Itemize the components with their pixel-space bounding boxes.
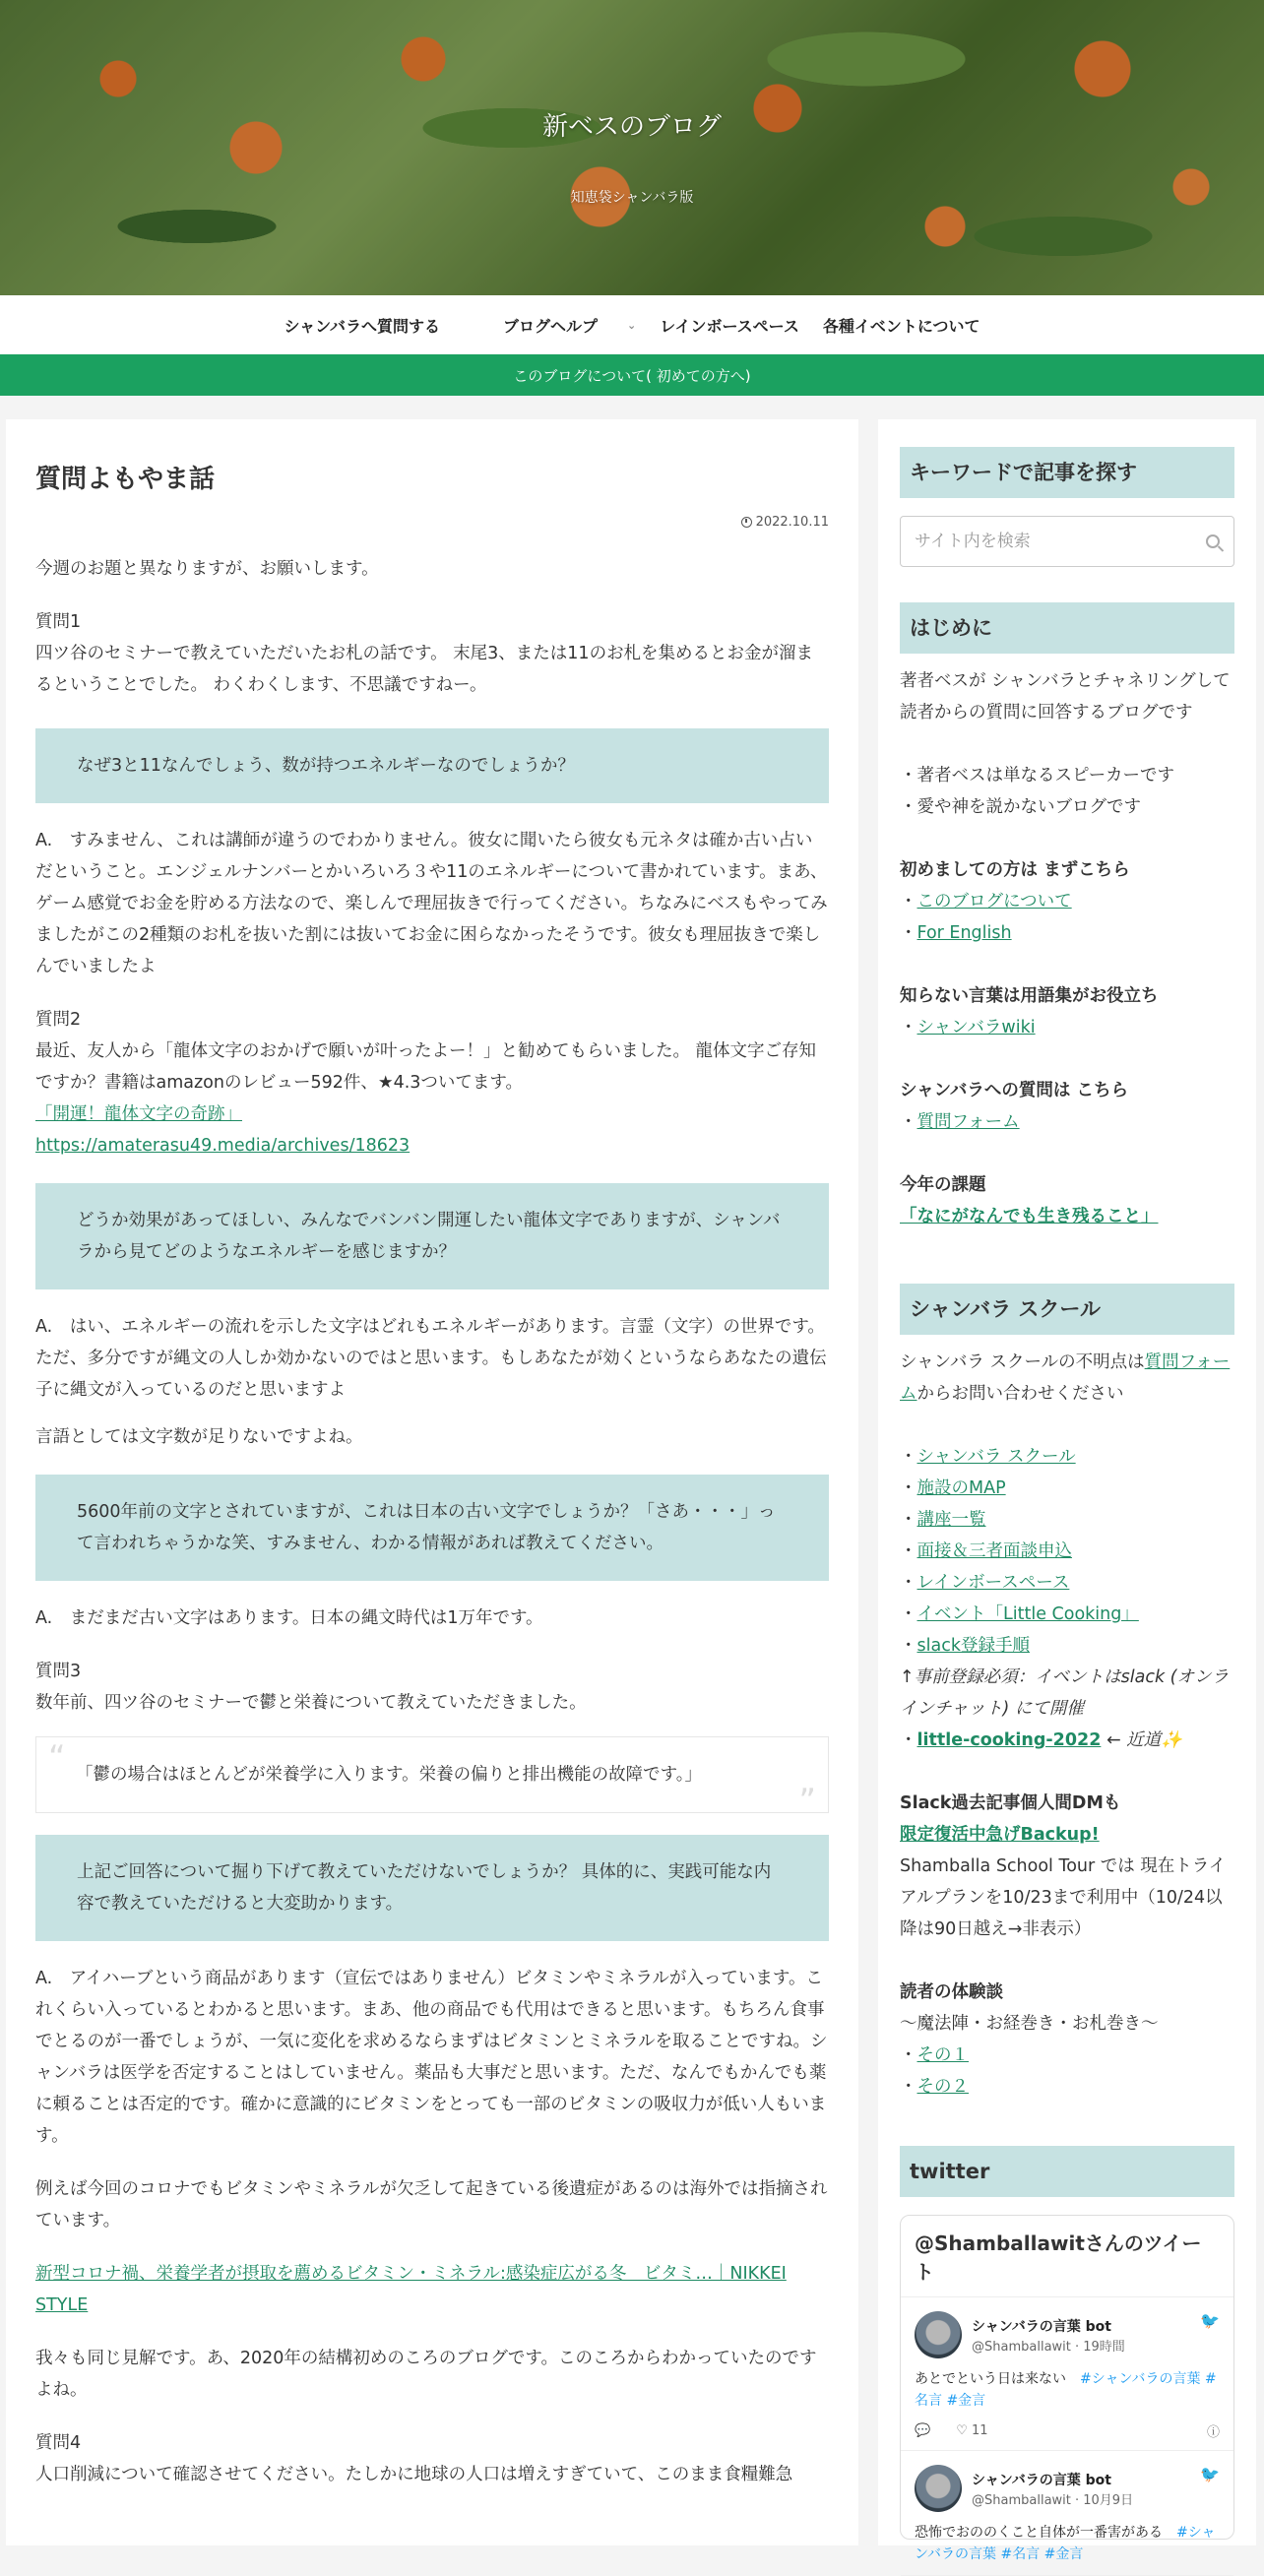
school-link-3[interactable]: 講座一覧 <box>916 1510 986 1530</box>
tweet[interactable] <box>901 2297 1233 2451</box>
school-link-5[interactable]: レインボースペース <box>916 1573 1070 1593</box>
nav-item-rainbow-space[interactable]: レインボースペース <box>660 316 799 336</box>
q4-label: 質問4 <box>35 2433 82 2453</box>
glossary-title: 知らない言葉は用語集がお役立ち <box>900 986 1159 1006</box>
q1-text: 四ツ谷のセミナーで教えていただいたお札の話です。 末尾3、または11のお札を集めるとお金が溜まるということでした。 わくわくします、不思議ですねー。 <box>35 644 814 695</box>
question-form-link[interactable]: 質問フォーム <box>916 1112 1020 1132</box>
tweet[interactable] <box>901 2451 1233 2576</box>
school-link-4[interactable]: 面接＆三者面談申込 <box>916 1541 1072 1561</box>
slack-backup-link[interactable]: 限定復活中急げBackup! <box>900 1825 1100 1845</box>
post-title: 質問よもやま話 <box>35 465 216 494</box>
for-english-link[interactable]: For English <box>916 923 1012 943</box>
twitter-bird-icon[interactable]: 🐦 <box>1200 2465 1220 2483</box>
search-box[interactable] <box>900 516 1234 567</box>
clock-icon <box>741 517 752 528</box>
task-title: 今年の課題 <box>900 1175 986 1195</box>
nav-item-ask[interactable]: シャンバラへ質問する <box>284 316 441 336</box>
post-intro: 今週のお題と異なりますが、お願いします。 <box>35 559 379 579</box>
info-icon[interactable]: ⓘ <box>1206 2425 1220 2440</box>
article <box>6 419 858 2545</box>
twitter-embed <box>900 2215 1234 2562</box>
experience-sub: 〜魔法陣・お経巻き・お札巻き〜 <box>900 2014 1159 2034</box>
site-title[interactable]: 新ベスのブログ <box>541 112 722 142</box>
notice-bar[interactable]: このブログについて( 初めての方へ) <box>0 354 1264 396</box>
a2c-text: A. まだまだ古い文字はあります。日本の縄文時代は1万年です。 <box>35 1608 543 1628</box>
search-widget-head: キーワードで記事を探す <box>900 447 1234 498</box>
nav-item-blog-help[interactable]: ブログヘルプ ⌄ <box>503 316 637 336</box>
twitter-bird-icon[interactable]: 🐦 <box>1200 2311 1220 2330</box>
intro-bullet-2: ・愛や神を説かないブログです <box>900 797 1141 817</box>
chevron-down-icon: ⌄ <box>627 318 637 332</box>
close-quote-icon: ” <box>798 1782 816 1821</box>
school-link-2[interactable]: 施設のMAP <box>916 1478 1006 1498</box>
first-visit-title: 初めましての方は まずこちら <box>900 860 1130 880</box>
tweet-handle: @Shamballawit · 10月9日 <box>972 2492 1134 2508</box>
little-cooking-link[interactable]: little-cooking-2022 <box>916 1730 1102 1750</box>
slack-title: Slack過去記事個人間DMも <box>900 1793 1121 1813</box>
twitter-widget-head: twitter <box>900 2146 1234 2197</box>
school-text: シャンバラ スクールの不明点は質問フォームからお問い合わせください <box>900 1352 1231 1404</box>
tweet-handle: @Shamballawit · 19時間 <box>972 2339 1125 2355</box>
reply-icon[interactable]: 💬 <box>915 2423 931 2438</box>
school-link-1[interactable]: シャンバラ スクール <box>916 1447 1076 1467</box>
open-quote-icon: “ <box>48 1738 66 1778</box>
a2b-text: 言語としては文字数が足りないですよね。 <box>35 1427 363 1447</box>
q4-text: 人口削減について確認させてください。たしかに地球の人口は増えすぎていて、このまま食糧難急 <box>35 2465 793 2484</box>
a3-text: A. アイハーブという商品があります（宣伝ではありません）ビタミンやミネラルが入っています。これくらい入っているとわかると思います。まあ、他の商品でも代用はできると思います。もちろん食事でとるのが一番でしょうが、一気に変化を求めるならまずはビタミンとミネラルを取ることですね。シャンバラは医学を否定することはしていません。薬品も大事だと思います。ただ、なんでもかんでも薬に頼ることは否定的です。確かに意識的にビタミンをとっても一部のビタミンの吸収力が低い人もいます。 <box>35 1969 828 2146</box>
intro-text: 著者ベスが シャンバラとチャネリングして 読者からの質問に回答するブログです <box>900 671 1231 723</box>
experience-link-1[interactable]: その１ <box>916 2045 969 2065</box>
avatar[interactable] <box>915 2311 962 2358</box>
twitter-embed-title[interactable]: @Shamballawitさんのツイート <box>901 2216 1233 2297</box>
q2-question-box-2: 5600年前の文字とされていますが、これは日本の古い文字でしょうか？「さあ・・・」って言われちゃうかな笑、すみません、わかる情報があれば教えてください。 <box>35 1475 829 1581</box>
tweet-text: 恐怖でおののくこと自体が一番害がある #シャンバラの言葉 #名言 #金言 <box>915 2525 1216 2562</box>
tweet-author[interactable]: シャンバラの言葉 bot <box>972 2472 1111 2488</box>
task-link[interactable]: 「なにがなんでも生き残ること」 <box>900 1207 1159 1226</box>
search-icon[interactable] <box>1206 534 1220 548</box>
q3-blockquote: “ 「鬱の場合はほとんどが栄養学に入ります。栄養の偏りと排出機能の故障です。」 ” <box>35 1736 829 1813</box>
post-date: 2022.10.11 <box>35 515 829 530</box>
q1-label: 質問1 <box>35 612 82 632</box>
a1-text: A. すみません、これは講師が違うのでわかりません。彼女に聞いたら彼女も元ネタは確か古い占いだということ。エンジェルナンバーとかいろいろ３や11のエネルギーについて書かれています。まあ、ゲーム感覚でお金を貯める方法なので、楽しんで理屈抜きで行ってください。ちなみにベスもやってみましたがこの2種類のお札を抜いた割には抜いてお金に困らなかったそうです。彼女も理屈抜きで楽しんでいましたよ <box>35 831 828 976</box>
about-blog-link[interactable]: このブログについて <box>916 892 1072 911</box>
school-question-form-link[interactable]: 質問フォーム <box>900 1352 1231 1404</box>
q3-label: 質問3 <box>35 1662 82 1681</box>
a2-text: A. はい、エネルギーの流れを示した文字はどれもエネルギーがあります。言霊（文字）の世界です。ただ、多分ですが縄文の人しか効かないのではと思います。もしあなたが効くというならあなたの遺伝子に縄文が入っているのだと思いますよ <box>35 1317 827 1400</box>
a3c-text: 我々も同じ見解です。あ、2020年の結構初めのころのブログです。このころからわかっていたのですよね。 <box>35 2349 817 2400</box>
q2-book-link[interactable]: 「開運！龍体文字の奇跡」 <box>35 1104 242 1124</box>
q2-question-box: どうか効果があってほしい、みんなでバンバン開運したい龍体文字でありますが、シャンバラから見てどのようなエネルギーを感じますか？ <box>35 1183 829 1289</box>
header-banner <box>0 0 1264 295</box>
tweet-author[interactable]: シャンバラの言葉 bot <box>972 2318 1111 2335</box>
main-nav <box>0 295 1264 354</box>
site-tagline: 知恵袋シャンバラ版 <box>570 190 694 206</box>
q3-text: 数年前、四ツ谷のセミナーで鬱と栄養について教えていただきました。 <box>35 1693 587 1713</box>
question-title: シャンバラへの質問は こちら <box>900 1081 1129 1100</box>
experience-title: 読者の体験談 <box>900 1982 1003 2002</box>
q2-text: 最近、友人から「龍体文字のおかげで願いが叶ったよー！」と勧めてもらいました。 龍体文字ご存知ですか？書籍はamazonのレビュー592件、★4.3ついてます。 <box>35 1041 817 1093</box>
a3b-text: 例えば今回のコロナでもビタミンやミネラルが欠乏して起きている後遺症があるのは海外では指摘されています。 <box>35 2179 828 2230</box>
intro-widget-head: はじめに <box>900 602 1234 654</box>
avatar[interactable] <box>915 2465 962 2512</box>
like-icon[interactable]: ♡ 11 <box>956 2423 988 2438</box>
nav-item-events[interactable]: 各種イベントについて <box>822 316 980 336</box>
school-note: ↑事前登録必須：イベントはslack (オンラインチャット) にて開催 <box>900 1667 1230 1719</box>
slack-text: Shamballa School Tour では 現在トライアルプランを10/23まで利用中（10/24以降は90日越え→非表示） <box>900 1856 1227 1939</box>
shamballa-wiki-link[interactable]: シャンバラwiki <box>916 1018 1036 1037</box>
q2-label: 質問2 <box>35 1010 82 1030</box>
q3-question-box: 上記ご回答について掘り下げて教えていただけないでしょうか？ 具体的に、実践可能な内容で教えていただけると大変助かります。 <box>35 1835 829 1941</box>
tweet-text: あとでという日は来ない #シャンバラの言葉 #名言 #金言 <box>915 2371 1217 2409</box>
a3-nikkei-link[interactable]: 新型コロナ禍、栄養学者が摂取を薦めるビタミン・ミネラル:感染症広がる冬 ビタミ…｜NIKKEI STYLE <box>35 2264 787 2315</box>
search-input[interactable] <box>915 532 1190 551</box>
q1-question-box: なぜ3と11なんでしょう、数が持つエネルギーなのでしょうか？ <box>35 728 829 803</box>
school-link-7[interactable]: slack登録手順 <box>916 1636 1030 1656</box>
experience-link-2[interactable]: その２ <box>916 2077 969 2097</box>
q2-url-link[interactable]: https://amaterasu49.media/archives/18623 <box>35 1136 411 1156</box>
intro-bullet-1: ・著者ベスは単なるスピーカーです <box>900 766 1174 785</box>
sidebar: キーワードで記事を探す サイト内を検索 はじめに 著者ベスが シャンバラとチャネリングして 読者からの質問に回答するブログです ・著者ベスは単なるスピーカーです ・愛や神を説かないブログです 初めましての方は まずこちら ・このブログについて ・For English 知らない言葉は用語集がお役立ち ・シャンバラwiki シャンバラへの質問は こちら ・質問フォーム 今年の課題 「なにがなんでも生き残ること」 シャンバラ スクール シャンバラ スクールの不明点は質問フォームからお問い合わせください ・シャンバラ スクール ・施設のMAP ・講座一覧 ・面接＆三者面談申込 ・レインボースペース ・イベント「Little Cooking」 ・slack登録手順 ↑事前登録必須：イベントはslack (オンラインチャット) にて開催 ・little-cooking-2022 ← 近道✨ Slack過去記事個人間DMも 限定復活中急げBackup! Shamballa School Tour では 現在トライアルプランを10/23まで利用中（10/24以降は90日越え→非表示） 読者の体験談 〜魔法陣・お経巻き・お札巻き〜 ・その１ ・その２ twitter @Shamballawitさんのツイート シャンバラの言葉 bot @Shamballawit · 19時間 🐦 あとでという日は来ない #シャンバラの言葉 #名言 #金言 💬 ♡ 11 ⓘ シャンバラの言葉 bot @Shamballawit · 10月9日 🐦 恐怖でおののくこと自体が一番害がある #シャンバラの言葉 #名言 #金言 <box>878 419 1256 2545</box>
school-widget-head: シャンバラ スクール <box>900 1284 1234 1335</box>
school-link-6[interactable]: イベント「Little Cooking」 <box>916 1604 1139 1624</box>
